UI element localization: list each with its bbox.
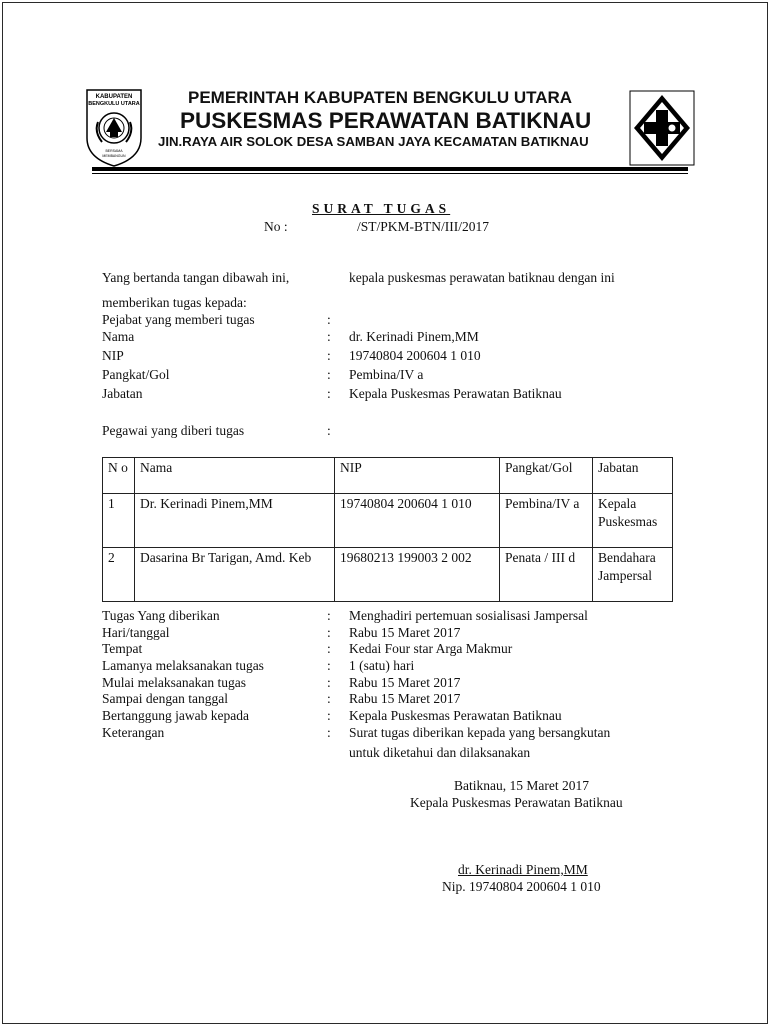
number-label: No :	[264, 219, 288, 234]
task-label: Mulai melaksanakan tugas	[102, 675, 246, 690]
field-label: Pangkat/Gol	[102, 367, 170, 382]
colon: :	[327, 423, 331, 438]
field-label: Jabatan	[102, 386, 143, 401]
table-cell: Kepala Puskesmas	[593, 494, 673, 548]
table-cell: 1	[103, 494, 135, 548]
table-cell: 2	[103, 548, 135, 602]
puskesmas-cross-icon	[629, 90, 695, 166]
assignees-heading: Pegawai yang diberi tugas	[102, 423, 245, 438]
svg-text:KABUPATEN: KABUPATEN	[95, 94, 133, 100]
field-label: Nama	[102, 329, 135, 344]
colon: :	[327, 625, 331, 640]
table-cell: Dasarina Br Tarigan, Amd. Keb	[135, 548, 335, 602]
field-value: Pembina/IV a	[349, 367, 424, 382]
signature-name: dr. Kerinadi Pinem,MM	[458, 862, 588, 877]
table-header: N o	[103, 458, 135, 494]
table-cell: Dr. Kerinadi Pinem,MM	[135, 494, 335, 548]
task-label: Tempat	[102, 641, 143, 656]
colon: :	[327, 348, 331, 363]
table-header-row	[103, 458, 673, 494]
colon: :	[327, 708, 331, 723]
letterhead-rule-thin	[92, 173, 688, 174]
letterhead-government: PEMERINTAH KABUPATEN BENGKULU UTARA	[188, 88, 573, 107]
task-label: Tugas Yang diberikan	[102, 608, 220, 623]
colon: :	[327, 691, 331, 706]
task-value: Menghadiri pertemuan sosialisasi Jampersal	[349, 608, 588, 623]
table-cell: Pembina/IV a	[500, 494, 593, 548]
task-value-continuation: untuk diketahui dan dilaksanakan	[349, 745, 531, 760]
giver-heading: Pejabat yang memberi tugas	[102, 312, 255, 327]
table-row	[103, 494, 673, 548]
table-header: Jabatan	[593, 458, 673, 494]
number-value: /ST/PKM-BTN/III/2017	[357, 219, 490, 234]
field-value: Kepala Puskesmas Perawatan Batiknau	[349, 386, 562, 401]
signature-nip: Nip. 19740804 200604 1 010	[442, 879, 601, 894]
task-value: Kepala Puskesmas Perawatan Batiknau	[349, 708, 562, 723]
table-row	[103, 548, 673, 602]
field-label: NIP	[102, 348, 124, 363]
assignees-table	[102, 457, 673, 602]
svg-text:BENGKULU UTARA: BENGKULU UTARA	[88, 101, 140, 107]
colon: :	[327, 658, 331, 673]
document-title: SURAT TUGAS	[312, 201, 451, 216]
table-cell: 19740804 200604 1 010	[335, 494, 500, 548]
task-label: Sampai dengan tanggal	[102, 691, 228, 706]
task-value: Rabu 15 Maret 2017	[349, 675, 461, 690]
field-value: dr. Kerinadi Pinem,MM	[349, 329, 479, 344]
colon: :	[327, 367, 331, 382]
colon: :	[327, 329, 331, 344]
task-label: Bertanggung jawab kepada	[102, 708, 249, 723]
task-value: Rabu 15 Maret 2017	[349, 625, 461, 640]
field-value: 19740804 200604 1 010	[349, 348, 481, 363]
table-header: NIP	[335, 458, 500, 494]
intro-continuation: memberikan tugas kepada:	[102, 295, 247, 310]
colon: :	[327, 608, 331, 623]
signature-position: Kepala Puskesmas Perawatan Batiknau	[410, 795, 623, 810]
intro-left: Yang bertanda tangan dibawah ini,	[102, 270, 290, 285]
table-cell: Penata / III d	[500, 548, 593, 602]
letterhead-institution: PUSKESMAS PERAWATAN BATIKNAU	[180, 108, 592, 133]
task-value: 1 (satu) hari	[349, 658, 415, 673]
letterhead-rule-thick	[92, 167, 688, 171]
task-label: Keterangan	[102, 725, 165, 740]
task-label: Hari/tanggal	[102, 625, 170, 640]
signature-place-date: Batiknau, 15 Maret 2017	[454, 778, 589, 793]
letterhead-address: JIN.RAYA AIR SOLOK DESA SAMBAN JAYA KECAMATAN BATIKNAU	[158, 134, 589, 149]
table-cell: Bendahara Jampersal	[593, 548, 673, 602]
task-value: Surat tugas diberikan kepada yang bersangkutan	[349, 725, 611, 740]
intro-right: kepala puskesmas perawatan batiknau dengan ini	[349, 270, 615, 285]
svg-text:BERSAMA: BERSAMA	[105, 149, 123, 153]
table-header: Pangkat/Gol	[500, 458, 593, 494]
task-label: Lamanya melaksanakan tugas	[102, 658, 264, 673]
colon: :	[327, 725, 331, 740]
table-header: Nama	[135, 458, 335, 494]
table-cell: 19680213 199003 2 002	[335, 548, 500, 602]
regency-emblem-icon	[84, 88, 144, 168]
colon: :	[327, 386, 331, 401]
colon: :	[327, 675, 331, 690]
task-value: Kedai Four star Arga Makmur	[349, 641, 513, 656]
svg-text:MEMBANGUN: MEMBANGUN	[102, 154, 126, 158]
colon: :	[327, 641, 331, 656]
colon: :	[327, 312, 331, 327]
task-value: Rabu 15 Maret 2017	[349, 691, 461, 706]
